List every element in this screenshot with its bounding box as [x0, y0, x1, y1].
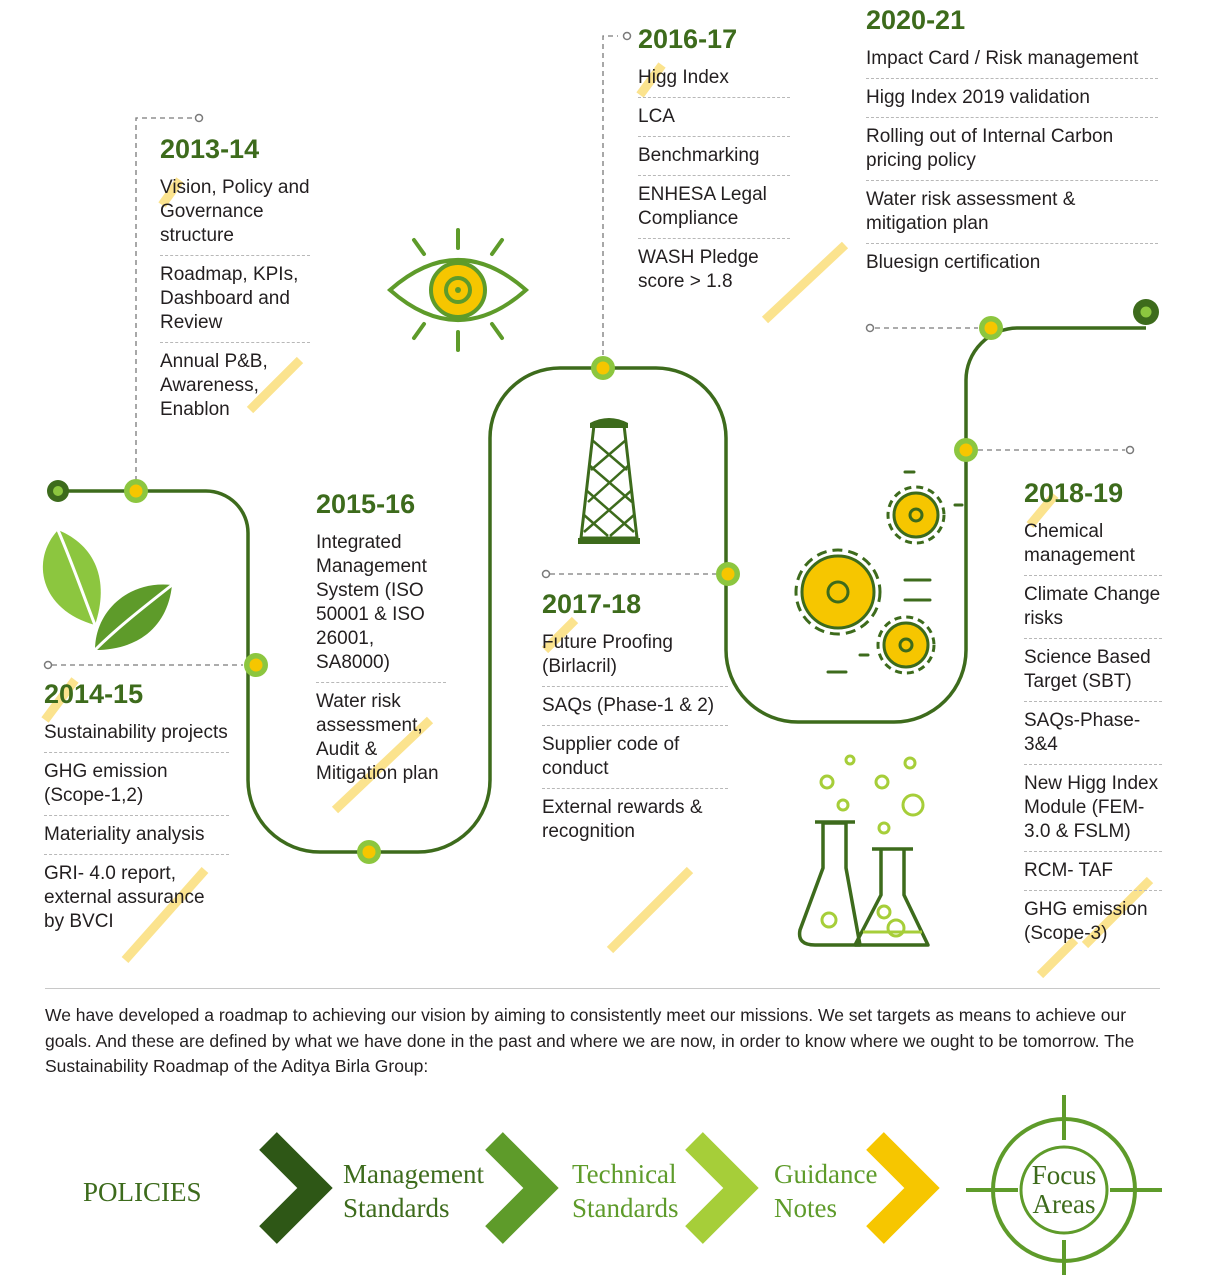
- milestone-item: SAQs (Phase-1 & 2): [542, 694, 728, 726]
- milestone-item: Impact Card / Risk management: [866, 47, 1158, 79]
- milestone-item: Rolling out of Internal Carbon pricing policy: [866, 125, 1158, 181]
- flow-guidance-notes: [774, 1157, 877, 1225]
- milestone-item: Materiality analysis: [44, 823, 229, 855]
- leader-dot: [45, 662, 52, 669]
- milestone-2017-18: [542, 589, 728, 858]
- milestone-item: GHG emission (Scope-1,2): [44, 760, 229, 816]
- milestone-year: 2015-16: [316, 489, 416, 519]
- leaf-icon: [43, 530, 172, 650]
- milestone-item: Integrated Management System (ISO 50001 & ISO 26001, SA8000): [316, 531, 446, 683]
- flow-label-line: Focus: [1031, 1160, 1097, 1190]
- milestone-item: Bluesign certification: [866, 252, 1041, 273]
- eye-icon: [390, 230, 526, 350]
- milestone-item: Vision, Policy and Governance structure: [160, 176, 310, 256]
- node-2016: [591, 356, 615, 380]
- milestone-item: Chemical management: [1024, 520, 1162, 576]
- milestone-item: Supplier code of conduct: [542, 733, 728, 789]
- milestone-item: Annual P&B, Awareness, Enablon: [160, 351, 268, 420]
- milestone-item: ENHESA Legal Compliance: [638, 183, 790, 239]
- milestone-item: Science Based Target (SBT): [1024, 646, 1162, 702]
- slash: [610, 870, 690, 950]
- milestone-year: 2020-21: [866, 5, 966, 35]
- gear-large: [796, 550, 880, 634]
- milestone-item: Benchmarking: [638, 144, 790, 176]
- end-node-core: [1141, 307, 1152, 318]
- milestone-item: Higg Index 2019 validation: [866, 86, 1158, 118]
- milestone-item: RCM- TAF: [1024, 859, 1162, 891]
- leader-2016: [603, 36, 618, 355]
- flow-label-line: Guidance: [774, 1159, 878, 1189]
- milestone-year: 2018-19: [1024, 478, 1124, 508]
- chevron-icon: [268, 1141, 315, 1235]
- flow-label-line: Standards: [343, 1193, 450, 1223]
- chevron-icon: [694, 1141, 741, 1235]
- flow-label-line: Management: [343, 1159, 484, 1189]
- milestone-2016-17: [638, 24, 790, 308]
- flow-technical-standards: [572, 1157, 678, 1225]
- milestone-item: Roadmap, KPIs, Dashboard and Review: [160, 263, 310, 343]
- leader-dot: [196, 115, 203, 122]
- milestone-2018-19: [1024, 478, 1162, 960]
- flow-label-line: Technical: [572, 1159, 677, 1189]
- flow-label-line: Standards: [572, 1193, 679, 1223]
- milestone-item: Water risk assessment & mitigation plan: [866, 188, 1158, 244]
- milestone-year: 2013-14: [160, 134, 260, 164]
- node-2015: [357, 840, 381, 864]
- milestone-item: Higg Index: [638, 66, 790, 98]
- roadmap-description: We have developed a roadmap to achieving our vision by aiming to consistently meet our missions. We set targets as means to achieve our goals. And these are defined by what we have done in the past and where we are now, in order to know where we ought to be tomorrow. The Sustainability Roadmap of the Aditya Birla Group:: [45, 1005, 1135, 1076]
- milestone-item: Climate Change risks: [1024, 583, 1162, 639]
- flow-management-standards: [343, 1157, 484, 1225]
- chevron-icon: [494, 1141, 541, 1235]
- milestone-2015-16: [316, 489, 446, 800]
- flow-label-line: Notes: [774, 1193, 837, 1223]
- milestone-item: Water risk assessment, Audit & Mitigation plan: [316, 691, 439, 784]
- yarn-cone-icon: [578, 418, 640, 544]
- milestone-item: GHG emission (Scope-3): [1024, 899, 1148, 944]
- leader-dot: [1127, 447, 1134, 454]
- leader-dot: [867, 325, 874, 332]
- milestone-item: Sustainability projects: [44, 721, 229, 753]
- milestone-year: 2014-15: [44, 679, 144, 709]
- node-2017: [716, 562, 740, 586]
- milestone-2020-21: [866, 5, 1158, 289]
- milestone-item: GRI- 4.0 report, external assurance by BVCI: [44, 863, 205, 932]
- milestone-item: Future Proofing (Birlacril): [542, 631, 728, 687]
- gear-small-bottom: [878, 617, 934, 673]
- node-2013: [124, 479, 148, 503]
- flow-focus-areas: [1019, 1161, 1109, 1219]
- node-2020: [979, 316, 1003, 340]
- gear-small-top: [888, 487, 944, 543]
- milestone-2014-15: [44, 679, 229, 948]
- start-node-core: [53, 486, 63, 496]
- node-2018: [954, 438, 978, 462]
- milestone-item: WASH Pledge score > 1.8: [638, 247, 759, 292]
- node-2014: [244, 653, 268, 677]
- milestone-year: 2016-17: [638, 24, 738, 54]
- milestone-year: 2017-18: [542, 589, 642, 619]
- milestone-item: LCA: [638, 105, 790, 137]
- flow-policies: POLICIES: [83, 1177, 202, 1207]
- chevron-icon: [875, 1141, 922, 1235]
- milestone-2013-14: [160, 134, 310, 436]
- gears-icon: [796, 472, 962, 673]
- milestone-item: New Higg Index Module (FEM-3.0 & FSLM): [1024, 772, 1162, 852]
- divider: [45, 988, 1160, 989]
- flow-label-line: Areas: [1032, 1189, 1096, 1219]
- milestone-item: SAQs-Phase-3&4: [1024, 709, 1162, 765]
- flasks-icon: [800, 756, 928, 945]
- leader-dot: [543, 571, 550, 578]
- leader-dot: [624, 33, 631, 40]
- milestone-item: External rewards & recognition: [542, 797, 703, 842]
